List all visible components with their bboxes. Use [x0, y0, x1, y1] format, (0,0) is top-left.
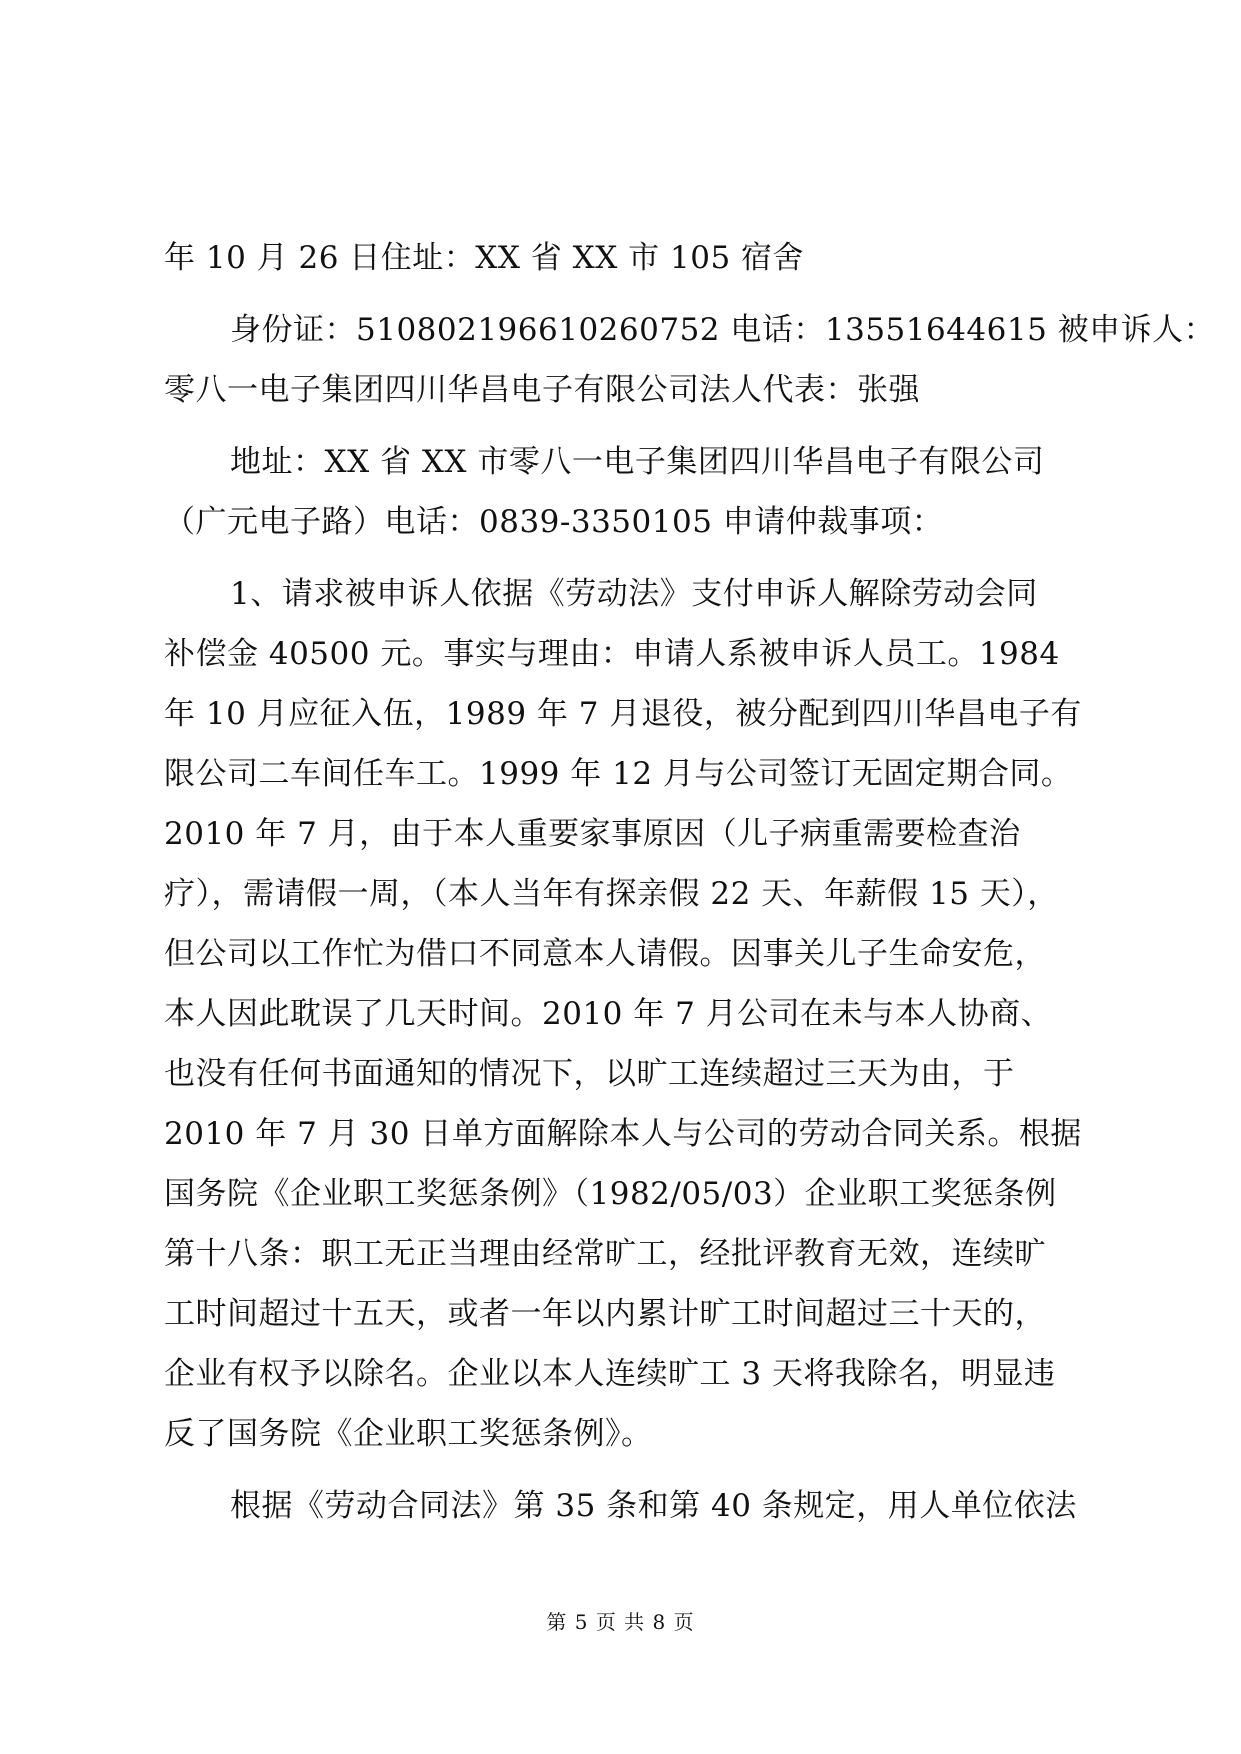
text-line: 根据《劳动合同法》第 35 条和第 40 条规定，用人单位依法	[230, 1488, 1077, 1524]
text-line: 疗），需请假一周，（本人当年有探亲假 22 天、年薪假 15 天），	[164, 876, 1059, 912]
text-line: 2010 年 7 月，由于本人重要家事原因（儿子病重需要检查治	[164, 816, 1021, 852]
text-line: 但公司以工作忙为借口不同意本人请假。因事关儿子生命安危，	[164, 936, 1046, 972]
text-line: 年 10 月 26 日住址：XX 省 XX 市 105 宿舍	[164, 240, 805, 276]
text-line: 2010 年 7 月 30 日单方面解除本人与公司的劳动合同关系。根据	[164, 1116, 1082, 1152]
text-line: 也没有任何书面通知的情况下，以旷工连续超过三天为由，于	[164, 1056, 1015, 1092]
paragraph-gap	[164, 420, 1084, 432]
text-line: 补偿金 40500 元。事实与理由：申请人系被申诉人员工。1984	[164, 636, 1060, 672]
text-line: 年 10 月应征入伍，1989 年 7 月退役，被分配到四川华昌电子有	[164, 696, 1082, 732]
text-line: 企业有权予以除名。企业以本人连续旷工 3 天将我除名，明显违	[164, 1356, 1056, 1392]
text-line: 身份证：510802196610260752 电话：13551644615 被申诉人：	[230, 312, 1216, 348]
text-line: 反了国务院《企业职工奖惩条例》。	[164, 1416, 653, 1452]
text-line: 工时间超过十五天，或者一年以内累计旷工时间超过三十天的，	[164, 1296, 1046, 1332]
paragraph-gap	[164, 1464, 1084, 1476]
page-number-footer: 第 5 页 共 8 页	[546, 1610, 695, 1634]
text-line: 1、请求被申诉人依据《劳动法》支付申诉人解除劳动会同	[230, 576, 1038, 612]
paragraph-gap	[164, 288, 1084, 300]
document-body	[164, 228, 1216, 1536]
text-line: 零八一电子集团四川华昌电子有限公司法人代表：张强	[164, 372, 920, 408]
text-line: 第十八条：职工无正当理由经常旷工，经批评教育无效，连续旷	[164, 1236, 1046, 1272]
text-line: 本人因此耽误了几天时间。2010 年 7 月公司在未与本人协商、	[164, 996, 1053, 1032]
text-line: 限公司二车间任车工。1999 年 12 月与公司签订无固定期合同。	[164, 756, 1073, 792]
text-line: 地址：XX 省 XX 市零八一电子集团四川华昌电子有限公司	[230, 444, 1045, 480]
text-line: 国务院《企业职工奖惩条例》（1982/05/03）企业职工奖惩条例	[164, 1176, 1057, 1212]
paragraph-gap	[164, 552, 1084, 564]
text-line: （广元电子路）电话：0839-3350105 申请仲裁事项：	[164, 504, 944, 540]
